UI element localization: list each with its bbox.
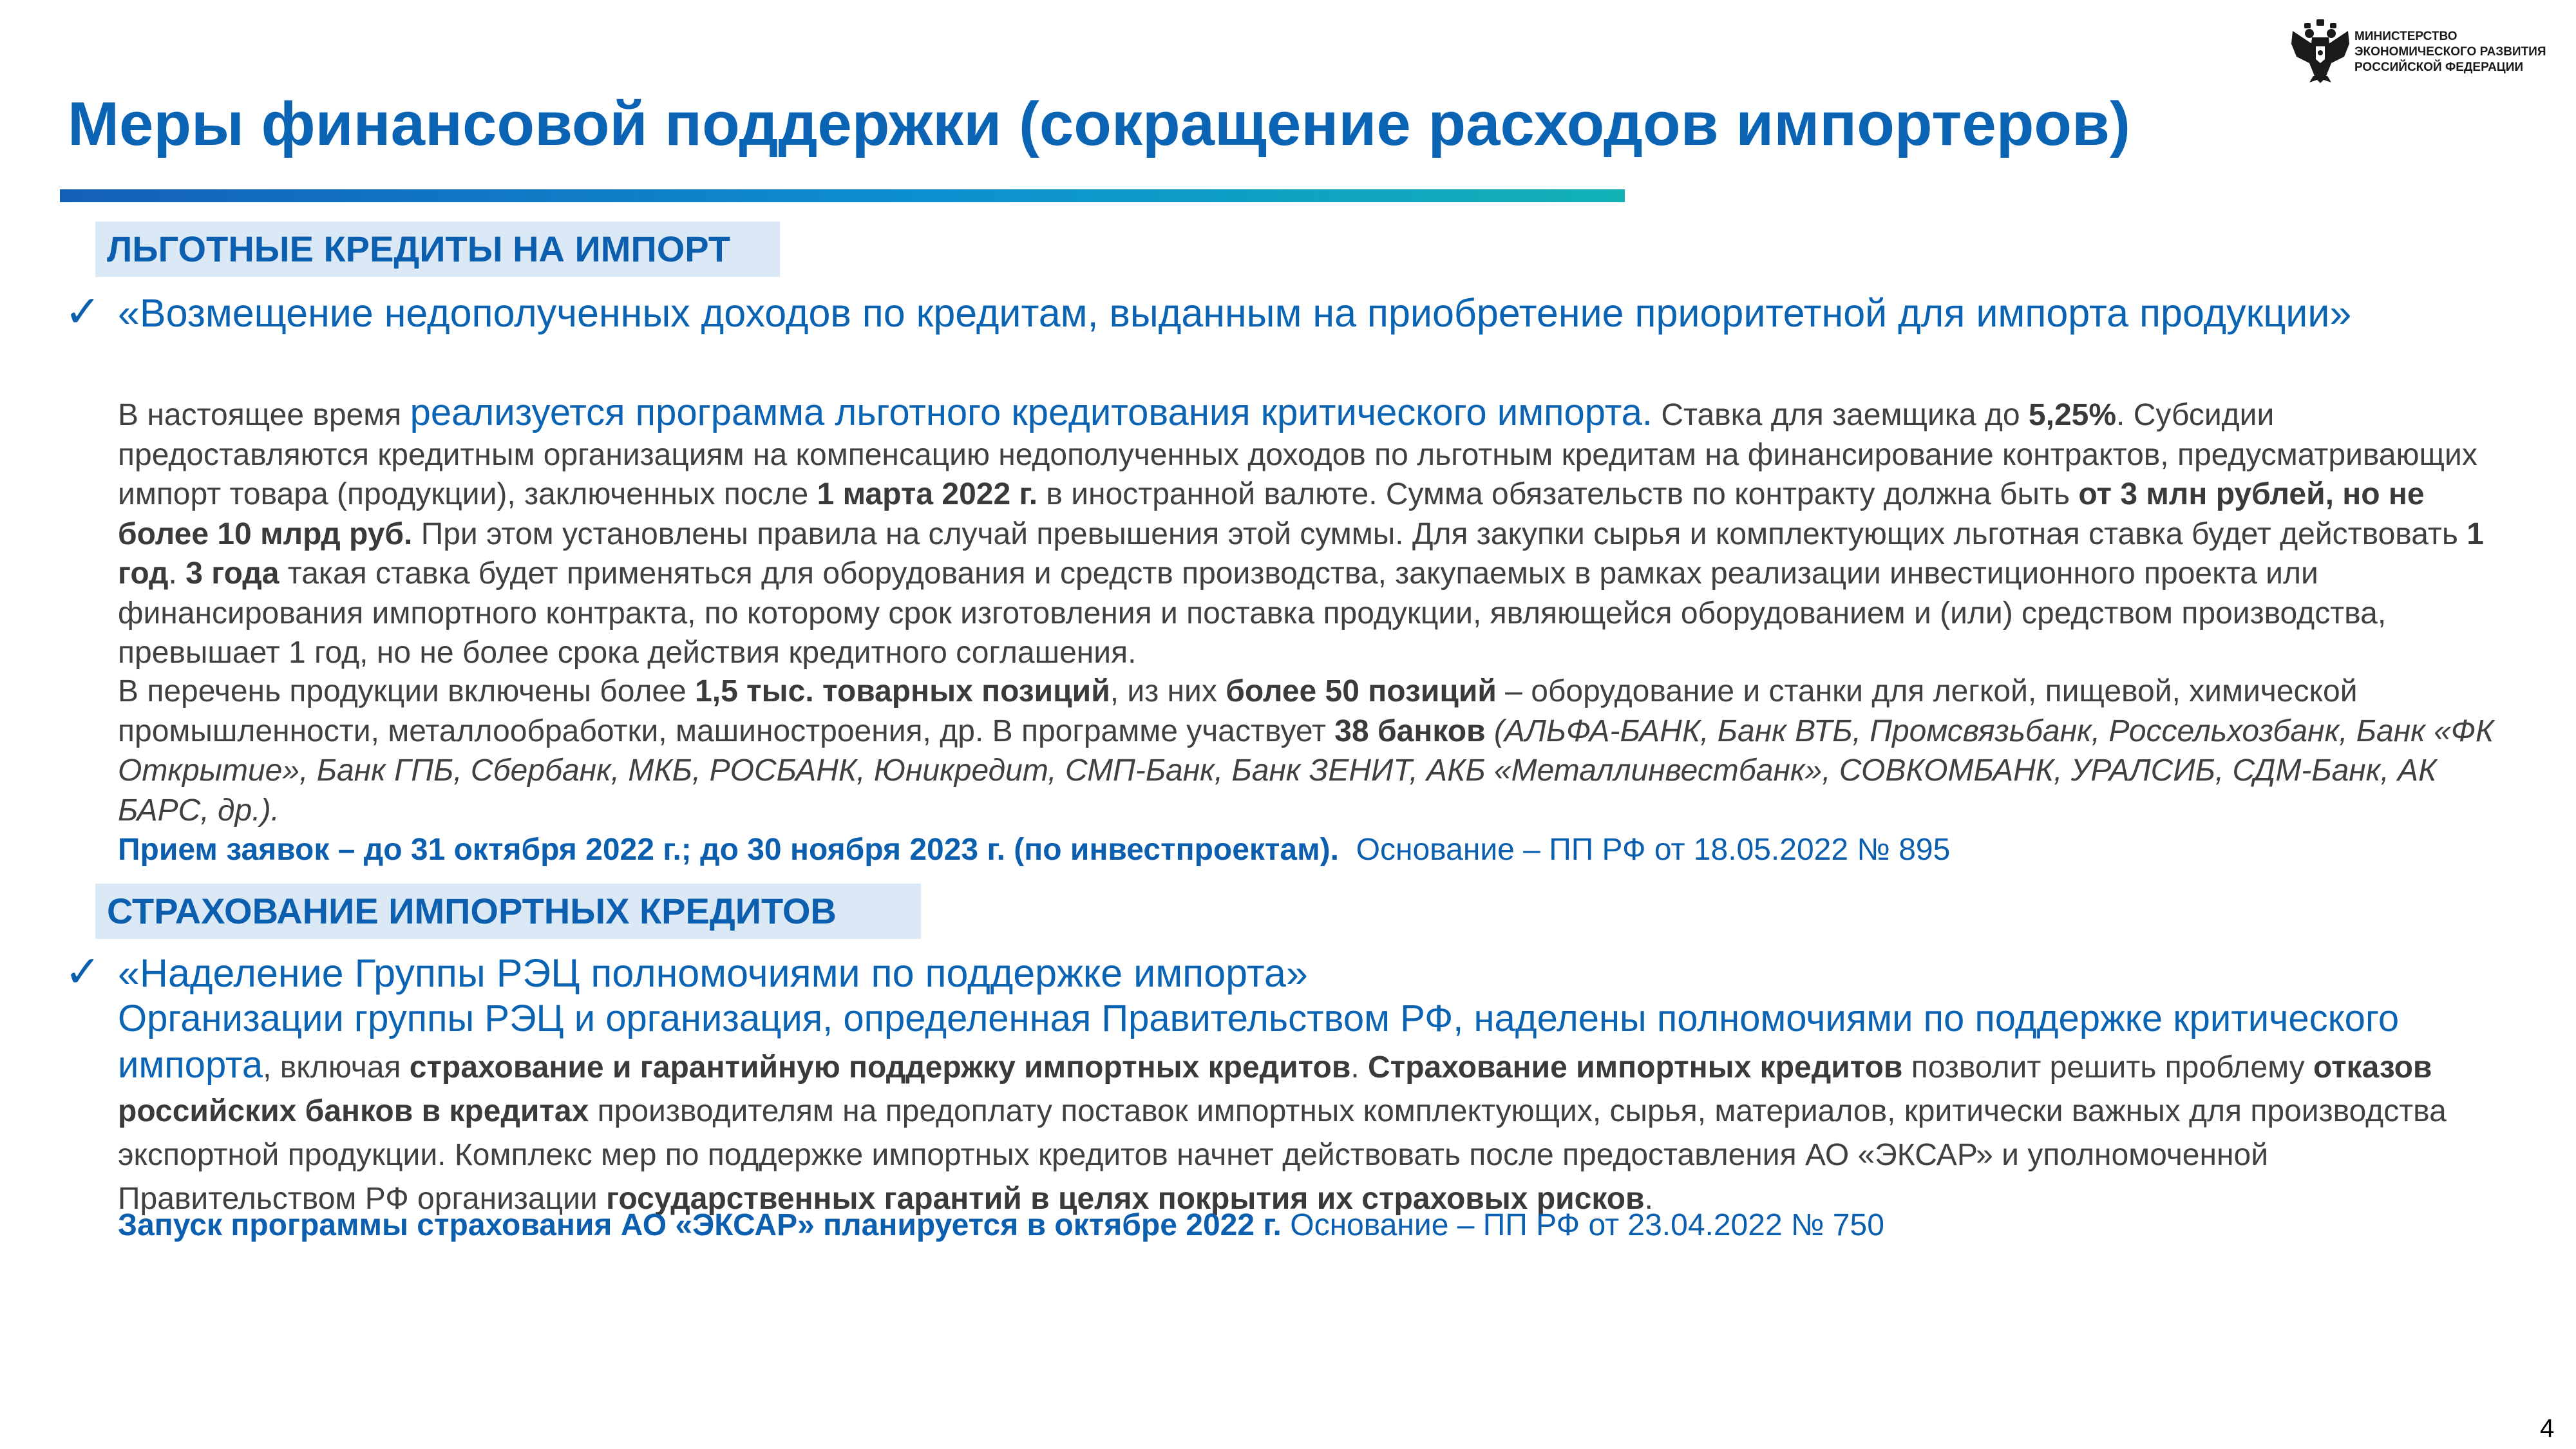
- highlight-powers: Организации группы РЭЦ и организация, определенная Правительством РФ, наделены полномочиями по поддержке критического импорта: [118, 998, 2400, 1086]
- insurance-support: страхование и гарантийную поддержку импортных кредитов: [409, 1050, 1351, 1084]
- ministry-line: ЭКОНОМИЧЕСКОГО РАЗВИТИЯ: [2354, 45, 2546, 59]
- legal-basis: Основание – ПП РФ от 18.05.2022 № 895: [1338, 833, 1951, 867]
- text-run: , включая: [263, 1050, 410, 1084]
- text-run: В перечень продукции включены более: [118, 674, 696, 708]
- item-heading-loans: «Возмещение недополученных доходов по кредитам, выданным на приобретение приоритетной для импорта продукции»: [118, 291, 2352, 335]
- text-run: Ставка для заемщика до: [1653, 398, 2029, 432]
- text-run: . Субсидии предоставляются кредитным организациям на компенсацию недополученных доходов по льготным кредитам на финансирование контрактов, предусматривающих импорт товара (продукции), заключенных после: [118, 398, 2477, 511]
- text-run: В настоящее время: [118, 398, 410, 432]
- text-run: – оборудование и станки для легкой, пищевой, химической промышленности, металлообработки, машиностроения, др. В программе участвует: [118, 674, 2358, 748]
- banks-count: 38 банков: [1334, 714, 1486, 748]
- text-run: .: [168, 556, 186, 591]
- page-title: Меры финансовой поддержки (сокращение расходов импортеров): [68, 90, 2130, 158]
- state-guarantees: государственных гарантий в целях покрытия их страховых рисков: [606, 1182, 1645, 1216]
- term-three-years: 3 года: [185, 556, 279, 591]
- insurance-launch: [118, 1206, 2501, 1245]
- text-run: [1486, 714, 1494, 748]
- text-run: позволит решить проблему: [1902, 1050, 2313, 1084]
- page-number: 4: [2540, 1414, 2555, 1443]
- bank-refusals: отказов российских банков в кредитах: [118, 1050, 2432, 1128]
- ministry-line: МИНИСТЕРСТВО: [2354, 30, 2458, 43]
- text-run: такая ставка будет применяться для оборудования и средств производства, закупаемых в рамках реализации инвестиционного проекта или финансирования импортного контракта, по которому срок изготовления и поставка продукции, являющейся оборудованием и (или) средством производства, превышает 1 год, но не более срока действия кредитного соглашения.: [118, 556, 2387, 670]
- highlight-program: реализуется программа льготного кредитования критического импорта.: [410, 392, 1653, 433]
- paragraph-product-list: [118, 672, 2501, 830]
- paragraph-loans-program: [118, 393, 2501, 673]
- checkmark-icon: ✓: [64, 947, 101, 996]
- checkmark-icon: ✓: [64, 287, 101, 336]
- legal-basis: Основание – ПП РФ от 23.04.2022 № 750: [1281, 1208, 1884, 1242]
- text-run: При этом установлены правила на случай превышения этой суммы. Для закупки сырья и комплектующих льготная ставка будет действовать: [412, 516, 2467, 551]
- amount-range: от 3 млн рублей, но не более 10 млрд руб.: [118, 477, 2425, 551]
- item-heading-insurance: «Наделение Группы РЭЦ полномочиями по поддержке импорта»: [118, 951, 1308, 995]
- deadline-text: Прием заявок – до 31 октября 2022 г.; до 30 ноября 2023 г. (по инвестпроектам).: [118, 833, 1339, 867]
- text-run: производителям на предоплату поставок импортных комплектующих, сырья, материалов, критически важных для производства экспортной продукции. Комплекс мер по поддержке импортных кредитов начнет действовать после предоставления АО «ЭКСАР» и уполномоченной Правительством РФ организации: [118, 1094, 2447, 1216]
- text-run: .: [1644, 1182, 1653, 1216]
- launch-text: Запуск программы страхования АО «ЭКСАР» планируется в октябре 2022 г.: [118, 1208, 1282, 1242]
- ministry-line: РОССИЙСКОЙ ФЕДЕРАЦИИ: [2354, 61, 2524, 74]
- equipment-positions: более 50 позиций: [1226, 674, 1497, 708]
- paragraph-insurance: [118, 997, 2501, 1221]
- title-underline: [60, 189, 1625, 202]
- section-label-preferential-loans: ЛЬГОТНЫЕ КРЕДИТЫ НА ИМПОРТ: [95, 222, 780, 277]
- rate-value: 5,25%: [2028, 398, 2117, 432]
- date-value: 1 марта 2022 г.: [817, 477, 1038, 511]
- application-deadline: [118, 830, 2501, 870]
- section-label-import-insurance: СТРАХОВАНИЕ ИМПОРТНЫХ КРЕДИТОВ: [95, 884, 921, 939]
- term-one-year: 1 год: [118, 516, 2484, 591]
- russian-eagle-emblem-icon: [2290, 18, 2351, 84]
- ministry-name: [2354, 29, 2546, 75]
- text-run: в иностранной валюте. Сумма обязательств по контракту должна быть: [1037, 477, 2079, 511]
- text-run: , из них: [1110, 674, 1226, 708]
- text-run: .: [1350, 1050, 1368, 1084]
- ministry-logo: [2290, 18, 2567, 84]
- banks-list: (АЛЬФА-БАНК, Банк ВТБ, Промсвязьбанк, Россельхозбанк, Банк «ФК Открытие», Банк ГПБ, Сбербанк, МКБ, РОСБАНК, Юникредит, СМП-Банк, Банк ЗЕНИТ, АКБ «Металлинвестбанк», СОВКОМБАНК, УРАЛСИБ, СДМ-Банк, АК БАРС, др.).: [118, 714, 2494, 828]
- insurance-loans: Страхование импортных кредитов: [1368, 1050, 1903, 1084]
- positions-count: 1,5 тыс. товарных позиций: [695, 674, 1110, 708]
